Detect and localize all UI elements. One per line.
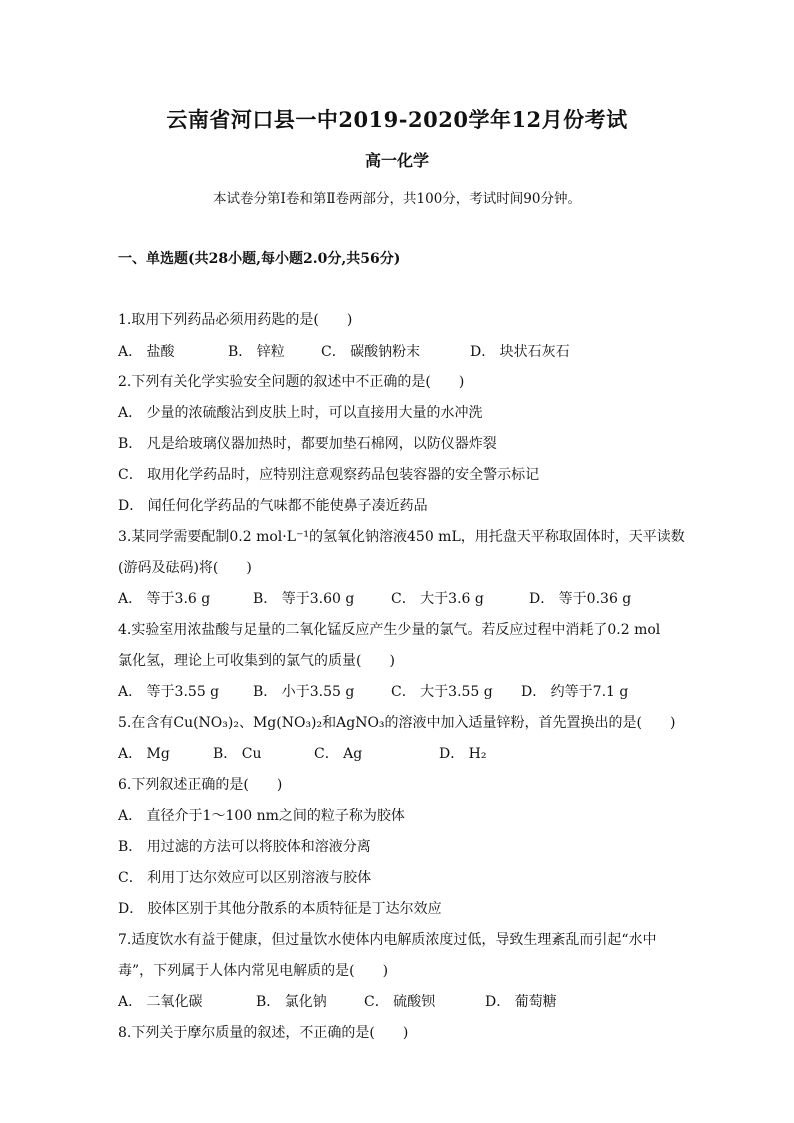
option-d: D． H₂: [439, 746, 487, 762]
option-a: A． 等于3.6 g: [118, 591, 211, 607]
option-c: C． Ag: [314, 746, 363, 762]
question-7-stem-line-2: 毒”，下列属于人体内常见电解质的是( ): [118, 963, 389, 979]
option-d: D． 葡萄糖: [485, 994, 557, 1010]
option-b: B． Cu: [213, 746, 262, 762]
option-a: A． 二氧化碳: [118, 994, 203, 1010]
option-d: D． 块状石灰石: [470, 344, 570, 360]
option-a: A． Mg: [118, 746, 170, 762]
option-a: A． 等于3.55 g: [118, 684, 220, 700]
option-c: C． 大于3.55 g: [391, 684, 493, 700]
question-2-option-d: D． 闻任何化学药品的气味都不能使鼻子凑近药品: [118, 498, 428, 514]
section-heading: 一、单选题(共28小题,每小题2.0分,共56分): [118, 251, 401, 267]
question-2-option-c: C． 取用化学药品时，应特别注意观察药品包装容器的安全警示标记: [118, 467, 540, 483]
exam-subject: 高一化学: [364, 151, 429, 170]
question-2-option-a: A． 少量的浓硫酸沾到皮肤上时，可以直接用大量的水冲洗: [118, 405, 483, 421]
option-b: B． 氯化钠: [256, 994, 327, 1010]
exam-instructions: 本试卷分第Ⅰ卷和第Ⅱ卷两部分，共100分，考试时间90分钟。: [213, 191, 581, 207]
option-d: D． 等于0.36 g: [529, 591, 632, 607]
question-6-option-c: C． 利用丁达尔效应可以区别溶液与胶体: [118, 870, 372, 886]
option-c: C． 碳酸钠粉末: [321, 344, 421, 360]
question-5-stem: 5.在含有Cu(NO₃)₂、Mg(NO₃)₂和AgNO₃的溶液中加入适量锌粉，首先置换出的是( ): [118, 715, 676, 731]
question-2-option-b: B． 凡是给玻璃仪器加热时，都要加垫石棉网，以防仪器炸裂: [118, 436, 497, 452]
question-6-option-a: A． 直径介于1～100 nm之间的粒子称为胶体: [118, 808, 405, 824]
question-4-stem-line-1: 4.实验室用浓盐酸与足量的二氧化锰反应产生少量的氯气。若反应过程中消耗了0.2 mol: [118, 622, 661, 638]
question-7-stem-line-1: 7.适度饮水有益于健康，但过量饮水使体内电解质浓度过低，导致生理紊乱而引起“水中: [118, 932, 657, 948]
option-c: C． 硫酸钡: [364, 994, 436, 1010]
question-3-stem-line-1: 3.某同学需要配制0.2 mol·L⁻¹的氢氧化钠溶液450 mL，用托盘天平称取固体时，天平读数: [118, 529, 685, 545]
question-8-stem: 8.下列关于摩尔质量的叙述，不正确的是( ): [118, 1025, 409, 1041]
option-b: B． 等于3.60 g: [253, 591, 355, 607]
question-6-option-d: D． 胶体区别于其他分散系的本质特征是丁达尔效应: [118, 901, 442, 917]
question-3-stem-line-2: (游码及砝码)将( ): [118, 560, 252, 576]
option-b: B． 锌粒: [228, 344, 285, 360]
question-6-stem: 6.下列叙述正确的是( ): [118, 777, 283, 793]
question-1-stem: 1.取用下列药品必须用药匙的是( ): [118, 312, 353, 328]
question-6-option-b: B． 用过滤的方法可以将胶体和溶液分离: [118, 839, 371, 855]
question-2-stem: 2.下列有关化学实验安全问题的叙述中不正确的是( ): [118, 374, 465, 390]
exam-title: 云南省河口县一中2019-2020学年12月份考试: [166, 107, 628, 132]
option-c: C． 大于3.6 g: [391, 591, 484, 607]
question-4-stem-line-2: 氯化氢，理论上可收集到的氯气的质量( ): [118, 653, 395, 669]
option-a: A． 盐酸: [118, 344, 175, 360]
option-d: D． 约等于7.1 g: [521, 684, 629, 700]
option-b: B． 小于3.55 g: [253, 684, 355, 700]
